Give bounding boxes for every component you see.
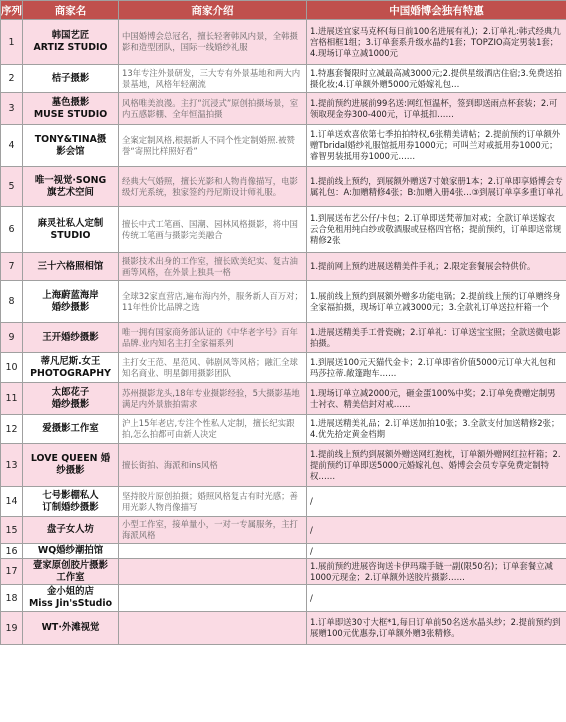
merchant-name bbox=[23, 125, 119, 167]
row-index: 10 bbox=[1, 353, 23, 383]
merchant-intro bbox=[119, 544, 307, 559]
exclusive-offer: / bbox=[307, 585, 566, 612]
merchant-name-line: ARTIZ STUDIO bbox=[33, 42, 108, 53]
merchant-name bbox=[23, 487, 119, 517]
exclusive-offer: 1.进展送精美手工骨瓷碗；2.订单礼：订单送宝宝照；全款送微电影拍摄。 bbox=[307, 323, 566, 353]
row-index: 14 bbox=[1, 487, 23, 517]
merchant-name-line: WT·外滩视觉 bbox=[41, 622, 100, 633]
exclusive-offer: 1.提前线上预约，到展额外赠送7寸娘家册1本；2.订单即享婚博会专属礼包：A:加赠精修4张；B:加赠入册4张…③到展订单享多重订单礼 bbox=[307, 167, 566, 207]
table-row bbox=[1, 487, 566, 517]
table-row bbox=[1, 281, 566, 323]
table-row bbox=[1, 253, 566, 281]
merchant-name bbox=[23, 167, 119, 207]
merchant-name-line: 上海蔚蓝海岸 bbox=[42, 289, 99, 301]
merchant-name bbox=[23, 93, 119, 125]
header-merchant-intro: 商家介绍 bbox=[119, 1, 307, 20]
merchant-name-line: 太郎花子 bbox=[51, 386, 90, 398]
table-row bbox=[1, 125, 566, 167]
merchant-name bbox=[23, 612, 119, 645]
merchant-name-line: 桔子摄影 bbox=[51, 72, 90, 84]
merchant-name-line: 麻灵社私人定制 bbox=[37, 217, 104, 229]
exclusive-offer: / bbox=[307, 544, 566, 559]
merchant-intro: 小型工作室，接单量小，一对一专属服务，主打海派风格 bbox=[119, 517, 307, 544]
merchant-name-line: 唯一视觉·SONG bbox=[34, 174, 107, 186]
table-row bbox=[1, 544, 566, 559]
table-row bbox=[1, 207, 566, 253]
exclusive-offer: 1.订单送欢喜依第七季拍拍特权,6张精美请帖；2.提前预约订单额外赠Tbridal婚纱礼服馆抵用券1000元；可叫兰对戒抵用券1000元；睿智男装抵用券1000元…… bbox=[307, 125, 566, 167]
merchant-name bbox=[23, 559, 119, 585]
merchant-name-line: 盘子女人坊 bbox=[47, 524, 94, 535]
table-row bbox=[1, 612, 566, 645]
merchant-intro bbox=[119, 585, 307, 612]
row-index: 18 bbox=[1, 585, 23, 612]
merchant-name-line: 墓色摄影 bbox=[51, 96, 90, 108]
merchant-intro bbox=[119, 612, 307, 645]
merchant-intro: 坚持胶片原创拍摄；婚照风格复古有时光感；善用光影人物肖像描写 bbox=[119, 487, 307, 517]
table-row bbox=[1, 585, 566, 612]
merchant-name-line: 三十六格照相馆 bbox=[37, 260, 104, 272]
merchant-name-line: PHOTOGRAPHY bbox=[30, 367, 111, 379]
row-index: 19 bbox=[1, 612, 23, 645]
table-row bbox=[1, 93, 566, 125]
exclusive-offer: / bbox=[307, 487, 566, 517]
row-index: 11 bbox=[1, 383, 23, 415]
merchant-name bbox=[23, 207, 119, 253]
merchant-name bbox=[23, 544, 119, 559]
merchant-name bbox=[23, 323, 119, 353]
row-index: 9 bbox=[1, 323, 23, 353]
merchant-intro: 风格唯美浪漫。主打“沉浸式”原创拍摄场景，室内五感影棚、全年恒温拍摄 bbox=[119, 93, 307, 125]
merchant-intro: 苏州摄影龙头,18年专业摄影经验，5大摄影基地满足内外景旅拍需求 bbox=[119, 383, 307, 415]
exclusive-offer: 1.展前线上预约到展额外赠多功能电锅；2.提前线上预约订单赠终身全家福拍摄，现场订单立减3000元；3.全款礼订单送拉杆箱一个 bbox=[307, 281, 566, 323]
table-row bbox=[1, 167, 566, 207]
exclusive-offer: 1.进展送精美礼品；2.订单送加拍10张；3.全款支付加送精修2张；4.优先拾定黄金档期 bbox=[307, 415, 566, 444]
merchant-name-line: 壹家原创胶片摄影 bbox=[32, 559, 108, 571]
merchant-name-line: 婚纱摄影 bbox=[51, 301, 90, 313]
table-row bbox=[1, 353, 566, 383]
merchant-name-line: 王开婚纱摄影 bbox=[42, 331, 99, 343]
merchant-intro: 经典大气婚照，擅长光影和人物肖像描写，电影级灯光系统，独家签约丹尼斯设计师礼服。 bbox=[119, 167, 307, 207]
merchant-name-line: 韩国艺匠 bbox=[51, 30, 90, 41]
exclusive-offer: 1.现场订单立减2000元，砸金蛋100%中奖；2.订单免费赠定制男士衬衣、精美信封对戒…… bbox=[307, 383, 566, 415]
exclusive-offer: 1.提前线上预约到展额外赠送网红抱枕，订单额外赠网红拉杆箱；2.提前预约订单即送5000元婚嫁礼包、婚博会会员专享免费定制特权…… bbox=[307, 444, 566, 487]
merchant-intro: 13年专注外景研发，三大专有外景基地和两大内景基地，风格年轻潮流 bbox=[119, 65, 307, 93]
merchant-intro: 沪上15年老店,专注个性私人定制，擅长纪实跟拍,怎么拍都可由新人决定 bbox=[119, 415, 307, 444]
merchant-intro: 主打女王范、星范风、韩剧风等风格；融汇全球知名商业、明星御用摄影团队 bbox=[119, 353, 307, 383]
table-row bbox=[1, 559, 566, 585]
exclusive-offer: 1.进展送宜家马克杯(每日前100名进展有礼)；2.订单礼:韩式经典九宫格相框1组；3.订单套系升级水晶约1套；TOPZIO高定男装1套；4.现场订单立减1000元 bbox=[307, 20, 566, 65]
merchant-intro: 擅长街拍、海派和ins风格 bbox=[119, 444, 307, 487]
merchant-name bbox=[23, 281, 119, 323]
table-row bbox=[1, 20, 566, 65]
exclusive-offer: 1.到展送布艺公仔/卡包；2.订单即送梵蒂加对戒；全款订单送嫁衣云合免租用纯白纱或敬酒服或昼格四官格；提前预约，订单即送常规精修2张 bbox=[307, 207, 566, 253]
merchant-name-line: 婚纱摄影 bbox=[51, 398, 90, 410]
merchant-name-line: 影会馆 bbox=[56, 145, 85, 157]
merchant-name-line: LOVE QUEEN 婚 bbox=[30, 453, 111, 464]
merchant-name bbox=[23, 415, 119, 444]
merchant-intro: 擅长中式工笔画、国潮、园林风格摄影，将中国传统工笔画与摄影完美融合 bbox=[119, 207, 307, 253]
merchant-intro: 摄影技术出身的工作室，擅长欧美纪实、复古油画等风格，在外景上独具一格 bbox=[119, 253, 307, 281]
row-index: 7 bbox=[1, 253, 23, 281]
merchant-name-line: 金小姐的店 bbox=[47, 586, 94, 597]
merchant-intro: 唯一拥有国家商务部认证的《中华老字号》百年品牌.业内知名主打全家福系列 bbox=[119, 323, 307, 353]
exclusive-offer: 1.到展送100元天猫代金卡；2.订单即省价值5000元订单大礼包和玛莎拉蒂.敞篷跑车…… bbox=[307, 353, 566, 383]
table-row bbox=[1, 383, 566, 415]
merchant-name-line: TONY&TINA摄 bbox=[34, 133, 107, 145]
table-row bbox=[1, 65, 566, 93]
table-row bbox=[1, 517, 566, 544]
header-index: 序列 bbox=[1, 1, 23, 20]
merchant-intro: 全球32家直营店,遍布海内外，服务新人百万对；11年性价比品牌之选 bbox=[119, 281, 307, 323]
table-row bbox=[1, 323, 566, 353]
row-index: 3 bbox=[1, 93, 23, 125]
merchant-name-line: 纱摄影 bbox=[56, 465, 85, 476]
exclusive-offer: 1.展前预约进展咨询送卡伊玛瑞手链一副(限50名)；订单套餐立减1000元现金；2.订单额外送胶片摄影…… bbox=[307, 559, 566, 585]
row-index: 15 bbox=[1, 517, 23, 544]
header-exclusive-offer: 中国婚博会独有特惠 bbox=[307, 1, 566, 20]
merchant-name bbox=[23, 20, 119, 65]
merchant-name-line: WQ婚纱潮拍馆 bbox=[37, 545, 104, 556]
exclusive-offer: 1.提前网上预约进展送精美件手礼；2.限定套餐展会特供价。 bbox=[307, 253, 566, 281]
row-index: 13 bbox=[1, 444, 23, 487]
table-row bbox=[1, 444, 566, 487]
merchant-name-line: 七号影棚私人 bbox=[42, 489, 99, 501]
merchant-name-line: 订制婚纱摄影 bbox=[42, 501, 99, 513]
merchant-name-line: 爱摄影工作室 bbox=[42, 423, 99, 434]
merchant-name-line: Miss Jin'sStudio bbox=[28, 598, 113, 609]
row-index: 4 bbox=[1, 125, 23, 167]
merchant-name bbox=[23, 517, 119, 544]
header-merchant-name: 商家名 bbox=[23, 1, 119, 20]
exclusive-offer: 1.提前预约进展前99名送:网红恒温杯，签到即送雨点杯套装；2.可领取现金券300-400元，订单抵扣…… bbox=[307, 93, 566, 125]
merchant-name-line: MUSE STUDIO bbox=[33, 108, 108, 120]
row-index: 1 bbox=[1, 20, 23, 65]
exclusive-offer: 1.订单即送30寸大框*1,每日订单前50名送水晶头纱；2.提前预约到展赠100元优惠券,订单额外赠3张精修。 bbox=[307, 612, 566, 645]
row-index: 8 bbox=[1, 281, 23, 323]
exclusive-offer: 1.特惠套餐限时立减最高减3000元;2.提供星级酒店住宿;3.免费送拍摄化妆;4.订单额外赠5000元婚嫁礼包… bbox=[307, 65, 566, 93]
row-index: 16 bbox=[1, 544, 23, 559]
table-header-row bbox=[1, 1, 566, 20]
merchant-name bbox=[23, 383, 119, 415]
exclusive-offer: / bbox=[307, 517, 566, 544]
merchant-name bbox=[23, 585, 119, 612]
row-index: 12 bbox=[1, 415, 23, 444]
merchant-intro: 全案定制风格,根据新人不同个性定制婚照.被赞誉“寄照比样照好看” bbox=[119, 125, 307, 167]
merchant-name-line: 工作室 bbox=[56, 571, 85, 583]
merchant-name bbox=[23, 353, 119, 383]
merchant-name bbox=[23, 253, 119, 281]
row-index: 6 bbox=[1, 207, 23, 253]
merchant-intro bbox=[119, 559, 307, 585]
merchant-name bbox=[23, 444, 119, 487]
merchant-name-line: 旗艺术空间 bbox=[47, 186, 94, 198]
merchant-name-line: STUDIO bbox=[50, 229, 91, 241]
merchant-name bbox=[23, 65, 119, 93]
merchant-intro: 中国婚博会总冠名，擅长轻奢韩风内景，全韩摄影和造型团队，国际一线婚纱礼服 bbox=[119, 20, 307, 65]
row-index: 5 bbox=[1, 167, 23, 207]
row-index: 17 bbox=[1, 559, 23, 585]
row-index: 2 bbox=[1, 65, 23, 93]
merchant-name-line: 蒂凡尼斯.女王 bbox=[40, 355, 101, 367]
table-row bbox=[1, 415, 566, 444]
